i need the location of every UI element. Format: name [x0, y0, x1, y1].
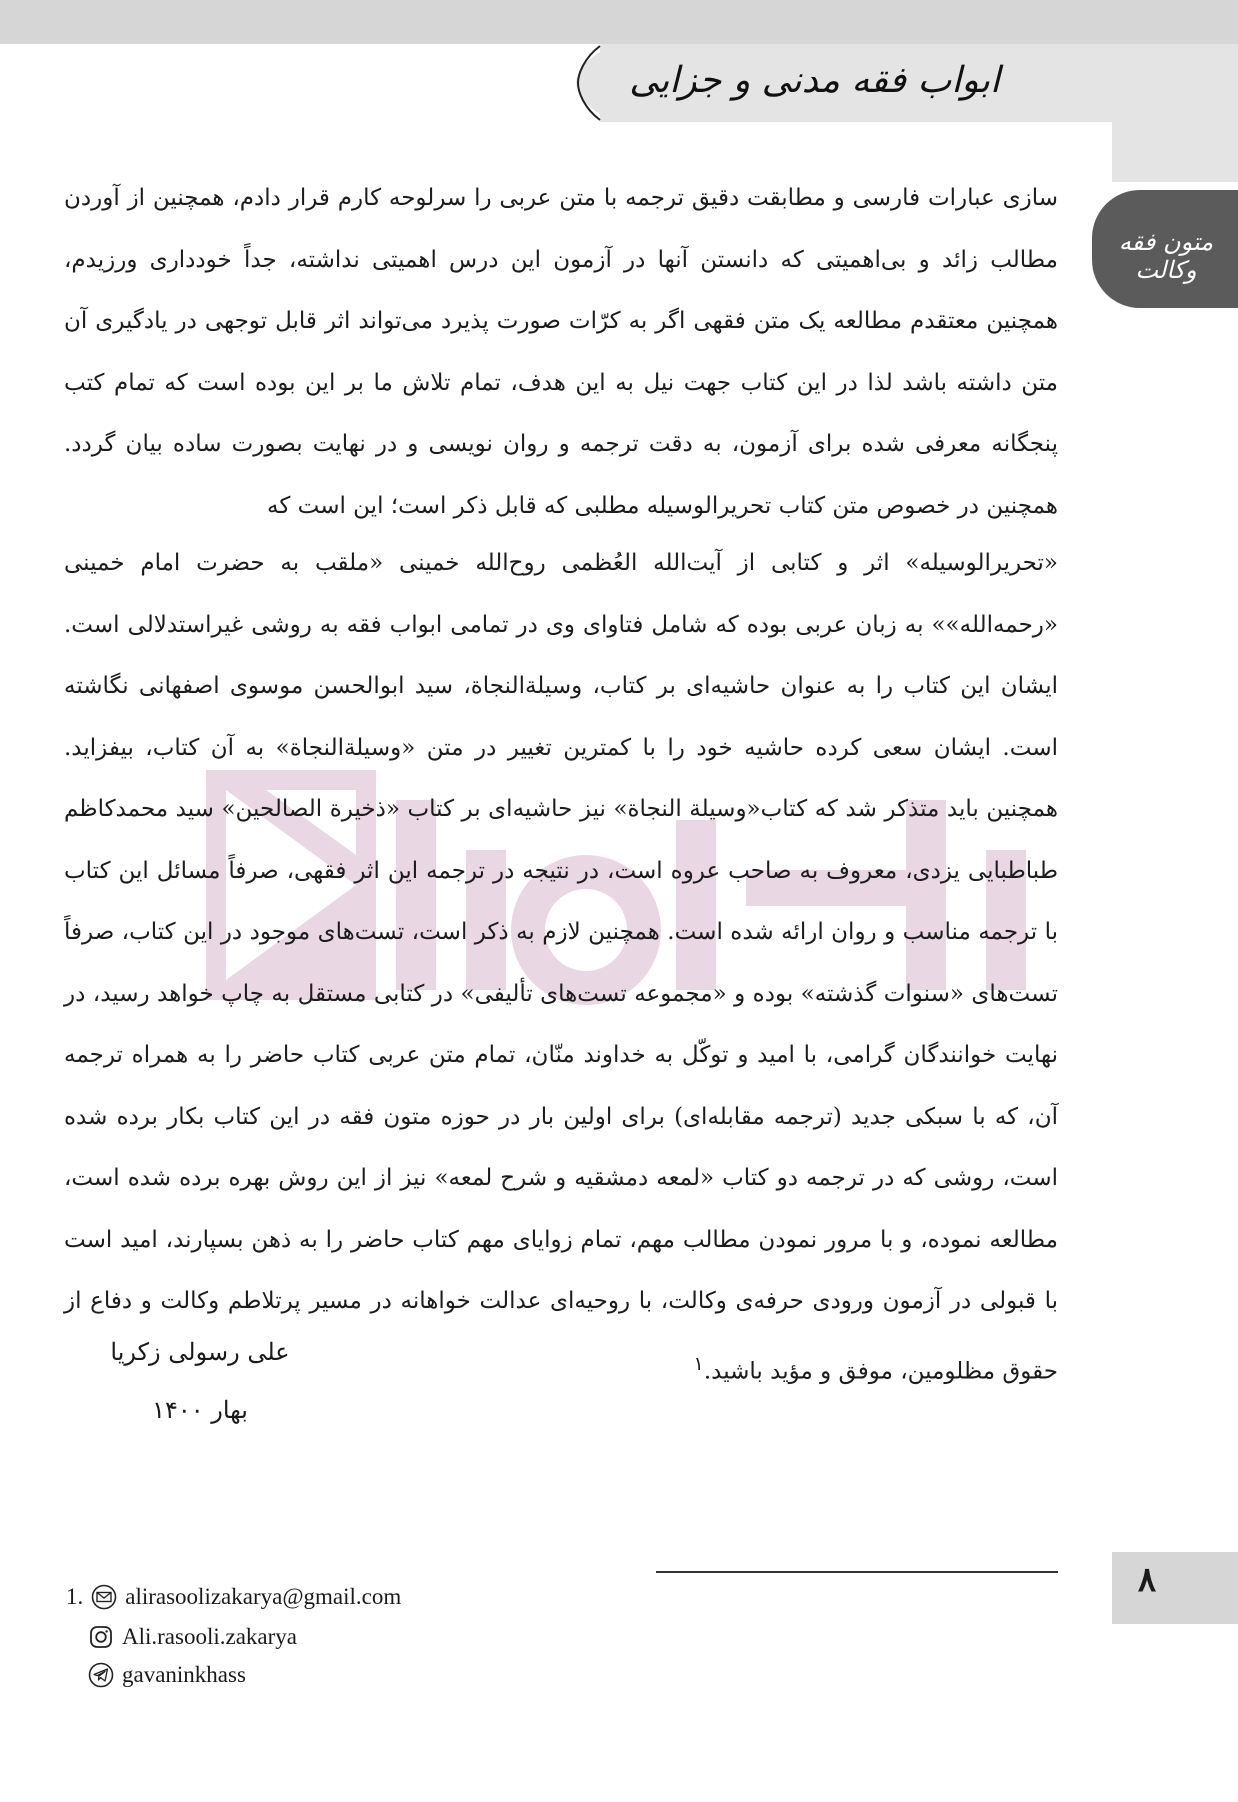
side-band-top	[1112, 122, 1238, 182]
running-header-title: ابواب فقه مدنی و جزایی	[629, 60, 1000, 101]
footnote-instagram[interactable]: Ali.rasooli.zakarya	[122, 1624, 297, 1649]
email-icon	[91, 1584, 117, 1610]
footnote-rule	[656, 1571, 1058, 1573]
footnote-marker: ۱	[693, 1351, 704, 1375]
footnote-email-line	[66, 1584, 401, 1610]
header-notch	[572, 44, 632, 122]
instagram-icon	[88, 1624, 114, 1650]
footnote-email[interactable]: alirasoolizakarya@gmail.com	[125, 1584, 402, 1609]
footnote-number: 1.	[66, 1584, 84, 1609]
footnote-instagram-line	[88, 1624, 297, 1650]
paragraph-2-text: «تحریرالوسیله» اثر و کتابی از آیت‌الله العُظمی روح‌الله خمینی «ملقب به حضرت امام خمینی «رحمه‌الله»» به زبان عربی بوده که شامل فتاوای وی در تمامی ابواب فقه به روشی غیراستدلالی است. ایشان این کتاب را به عنوان حاشیه‌ای بر کتاب، وسیلة‌النجاة، سید ابوالحسن موسوی اصفهانی نگاشته است. ایشان سعی کرده حاشیه خود را با کمترین تغییر در متن «وسیلة‌النجاة» به آن کتاب، بیفزاید. همچنین باید متذکر شد که کتاب«وسیلة النجاة» نیز حاشیه‌ای بر کتاب «ذخیرة الصالحین» سید محمدکاظم طباطبایی یزدی، معروف به صاحب عروه است، در نتیجه در ترجمه این اثر فقهی، صرفاً مسائل این کتاب با ترجمه مناسب و روان ارائه شده است. همچنین لازم به ذکر است، تست‌های موجود در این کتاب، صرفاً تست‌های «سنوات گذشته» بوده و «مجموعه تست‌های تألیفی» در کتابی مستقل به چاپ خواهد رسید، در نهایت خوانندگان گرامی، با امید و توکّل به خداوند منّان، تمام متن عربی کتاب حاضر را به همراه ترجمه آن، که با سبکی جدید (ترجمه مقابله‌ای) برای اولین بار در حوزه متون فقه در این کتاب بکار برده شده است، روشی که در ترجمه دو کتاب «لمعه دمشقیه و شرح لمعه» نیز از این روش بهره برده شده است، مطالعه نموده، و با مرور نمودن مطالب مهم، تمام زوایای مهم کتاب حاضر را به ذهن بسپارند، امید است با قبولی در آزمون ورودی حرفه‌ی وکالت، با روحیه‌ای عدالت خواهانه در مسیر پرتلاطم وکالت و دفاع از حقوق مظلومین، موفق و مؤید باشید.	[64, 550, 1058, 1385]
author-signature: علی رسولی زکریا	[110, 1338, 290, 1366]
paragraph-2	[64, 533, 1058, 1403]
side-label-text: متون فقه وکالت	[1118, 228, 1214, 284]
paragraph-1: سازی عبارات فارسی و مطابقت دقیق ترجمه با متن عربی را سرلوحه کارم قرار دادم، همچنین از آوردن مطالب زائد و بی‌اهمیتی که دانستن آنها در آزمون این درس اهمیتی نداشته، جداً خودداری ورزیدم، همچنین معتقدم مطالعه یک متن فقهی اگر به کرّات صورت پذیرد می‌تواند اثر قابل توجهی در یادگیری آن متن داشته باشد لذا در این کتاب جهت نیل به این هدف، تمام تلاش ما بر این بوده است که تمام کتب پنجگانه معرفی شده برای آزمون، به دقت ترجمه و روان نویسی و در نهایت بصورت ساده بیان گردد. همچنین در خصوص متن کتاب تحریرالوسیله مطلبی که قابل ذکر است؛ این است که	[64, 185, 1059, 519]
date-season: بهار ۱۴۰۰	[152, 1396, 248, 1424]
body-text	[64, 168, 1058, 1403]
page-number: ۸	[1137, 1560, 1157, 1600]
footnote-telegram-line	[88, 1662, 246, 1688]
top-band	[0, 0, 1238, 44]
footnote-telegram[interactable]: gavaninkhass	[122, 1662, 246, 1687]
telegram-icon	[88, 1662, 114, 1688]
